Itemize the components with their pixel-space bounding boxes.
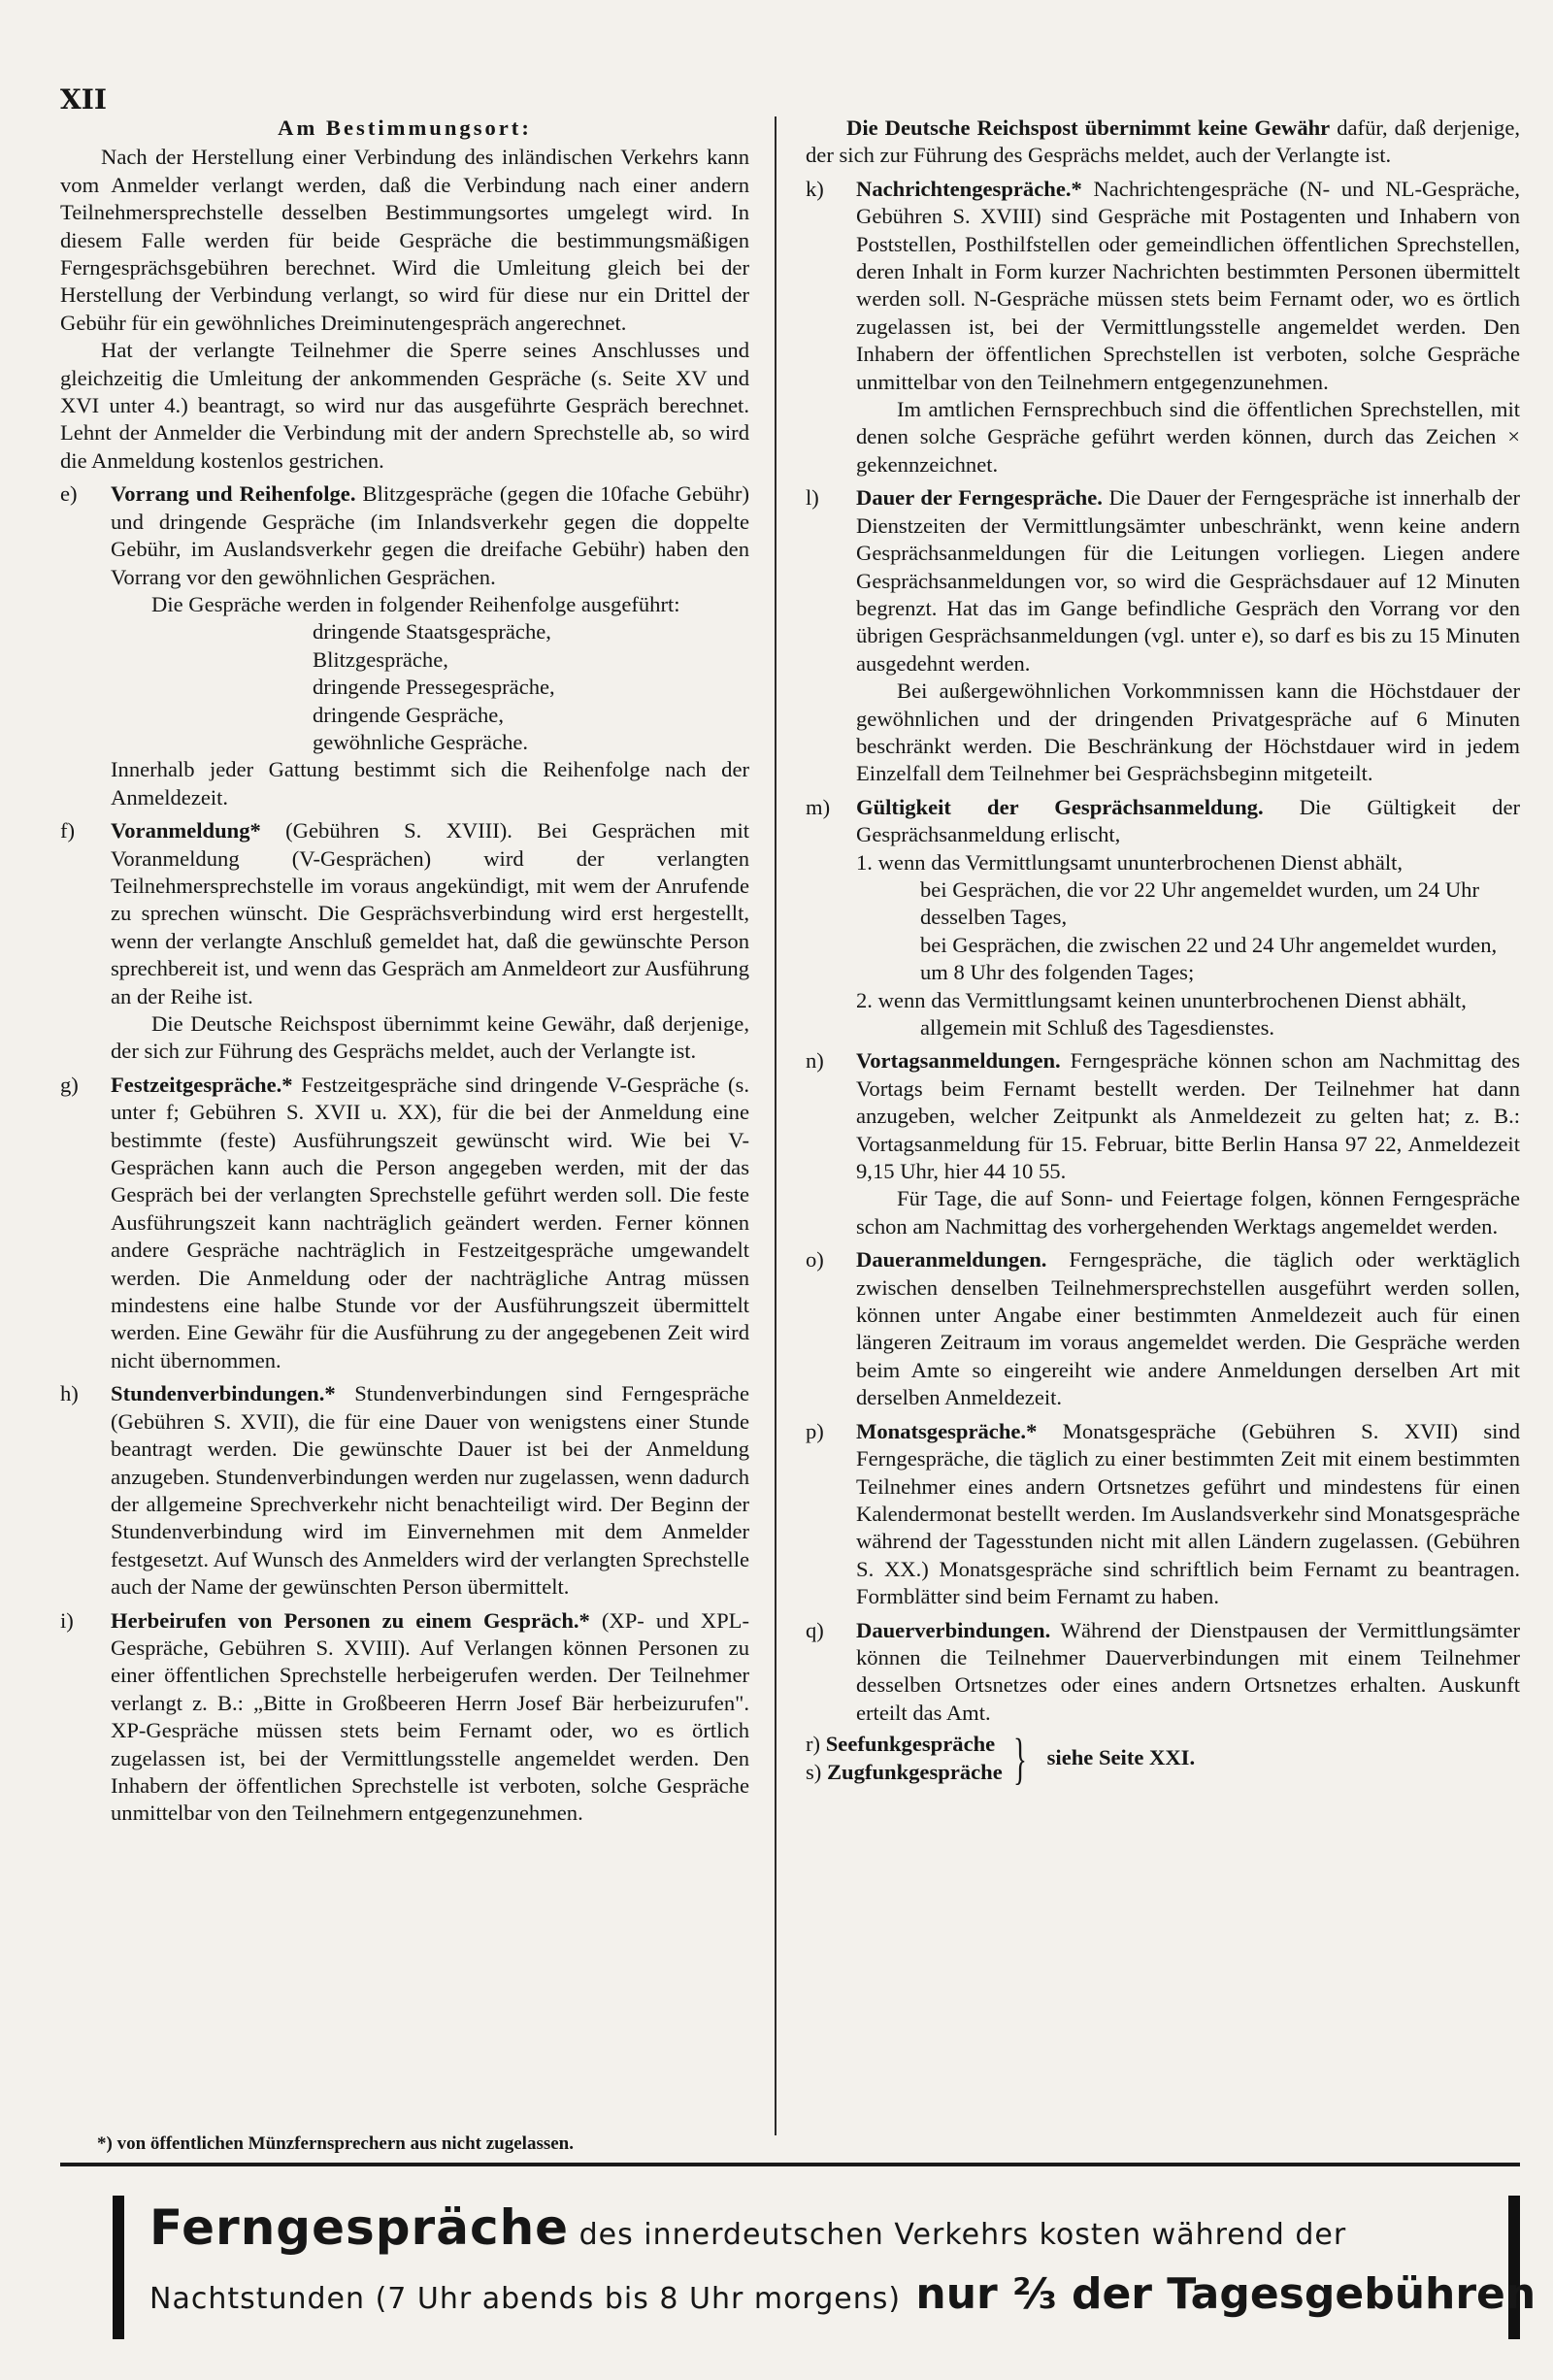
item-label: p) (806, 1418, 824, 1443)
sequence-entry: dringende Staatsgespräche, (313, 619, 551, 645)
item-text: Festzeitgespräche sind dringende V-Gespräche (s. unter f; Gebühren S. XVII u. XX), für die bei der Anmeldung eine bestimmte (feste) Ausführungszeit gewünscht wird. Wie bei V-Gesprächen kann auch die Person angegeben werden, mit der das Gespräch bei der verlangten Sprechstelle geführt werden soll. Die feste Ausführungszeit kann nachträglich geändert werden. Ferner können andere Gespräche nachträglich in Festzeitgespräche umgewandelt werden. Die Anmeldung oder der nachträgliche Antrag müssen mindestens eine halbe Stunde vor der Ausführungszeit übermittelt werden. Eine Gewähr für die Ausführung zu der angegebenen Zeit wird nicht übernommen. (111, 1072, 749, 1372)
item-l (806, 484, 1520, 787)
intro-bold: Die Deutsche Reichspost übernimmt keine Gewähr (846, 116, 1331, 140)
item-text: Die Gültigkeit der Gesprächsanmeldung erlischt, (856, 794, 1520, 847)
sequence-entry: gewöhnliche Gespräche. (313, 729, 529, 754)
item-title: Dauer der Ferngespräche. (856, 485, 1103, 511)
validity-rule: bei Gesprächen, die zwischen 22 und 24 Uhr angemeldet wurden, um 8 Uhr des folgenden Tages; (920, 932, 1498, 985)
item-text: Stundenverbindungen sind Ferngespräche (Gebühren S. XVII), die für eine Dauer von wenigstens einer Stunde beantragt werden. Die gewünschte Dauer ist bei der Anmeldung anzugeben. Stundenverbindungen werden nur zugelassen, wenn dadurch der allgemeine Sprechverkehr nicht benachteiligt wird. Der Beginn der Stundenverbindung wird im Einvernehmen mit dem Anmelder festgesetzt. Auf Wunsch des Anmelders wird der verlangten Sprechstelle auch der Name der gewünschten Person übermittelt. (111, 1381, 749, 1600)
brace-entry-r: r) Seefunkgespräche (806, 1732, 996, 1757)
item-label: o) (806, 1247, 824, 1273)
sequence-entry: dringende Gespräche, (313, 702, 504, 727)
item-text: Ferngespräche, die täglich oder werktäglich zwischen denselben Teilnehmersprechstellen ausgeführt werden sollen, können unter Angabe einer bestimmten Anmeldezeit auch für einen längeren Zeitraum im voraus angemeldet werden. Die Gespräche werden beim Amte so eingereiht wie andere Anmeldungen derselben Art mit derselben Anmeldezeit. (856, 1247, 1520, 1410)
item-m (806, 794, 1520, 1042)
validity-rule: 2. wenn das Vermittlungsamt keinen ununterbrochenen Dienst abhält, (856, 987, 1467, 1012)
brace-entry-s: s) Zugfunkgespräche (806, 1759, 1003, 1784)
item-label: f) (60, 818, 76, 843)
paragraph: Nach der Herstellung einer Verbindung des inländischen Verkehrs kann vom Anmelder verlangt werden, daß die Verbindung nach einer andern Teilnehmersprechstelle desselben Bestimmungsortes umgelegt wird. In diesem Falle werden für beide Gespräche die bestimmungsmäßigen Ferngesprächsgebühren berechnet. Wird die Umleitung gleich bei der Herstellung der Verbindung verlangt, so wird für diese nur ein Drittel der Gebühr für ein gewöhnliches Dreiminutengespräch angerechnet. (60, 145, 749, 335)
item-text: (XP- und XPL-Gespräche, Gebühren S. XVIII). Auf Verlangen können Personen zu einer öffentlichen Sprechstelle herbeigerufen werden. Der Teilnehmer verlangt z. B.: „Bitte in Großbeeren Herrn Josef Bär herbeizurufen". XP-Gespräche müssen stets beim Fernamt oder, wo es örtlich zugelassen ist, bei der Vermittlungsstelle angemeldet werden. Den Inhabern der öffentlichen Sprechstelle ist verboten, solche Gespräche unmittelbar von den Teilnehmern entgegenzunehmen. (111, 1607, 750, 1826)
intro-paragraph (806, 115, 1520, 170)
item-i (60, 1607, 749, 1828)
item-text: Monatsgespräche (Gebühren S. XVII) sind Ferngespräche, die täglich zu einer bestimmten Zeit mit einem bestimmten Teilnehmer eines andern Ortsnetzes geführt und mindestens für einen Kalendermonat bestellt werden. Im Auslandsverkehr sind Monatsgespräche während der Tagesstunden nicht mit allen Ländern zugelassen. (Gebühren S. XX.) Monatsgespräche sind schriftlich beim Fernamt zu beantragen. Formblätter sind beim Fernamt zu haben. (856, 1418, 1520, 1609)
sequence-entry: dringende Pressegespräche, (313, 675, 555, 700)
banner-emphasis: nur ⅔ der Tagesgebühren (901, 2269, 1536, 2319)
section-heading: Am Bestimmungsort: (278, 116, 532, 140)
item-k (806, 176, 1520, 479)
item-label: q) (806, 1617, 824, 1642)
item-label: e) (60, 481, 78, 507)
brace-reference: siehe Seite XXI. (1046, 1745, 1196, 1770)
banner-bar-left (113, 2196, 124, 2339)
item-e (60, 480, 749, 811)
item-text: Die Dauer der Ferngespräche ist innerhalb der Dienstzeiten der Vermittlungsämter unbeschränkt, wenn keine andern Gesprächsanmeldungen für die Leitungen vorliegen. Liegen andere Gesprächsanmeldungen vor, so wird die Gesprächsdauer auf 12 Minuten begrenzt. Hat das im Gange befindliche Gespräch den Vorrang vor den übrigen Gesprächsanmeldungen (vgl. unter e), so darf es bis zu 15 Minuten ausgedehnt werden. (856, 485, 1520, 676)
item-label: n) (806, 1048, 824, 1074)
item-title: Herbeirufen von Personen zu einem Gespräch.* (111, 1607, 590, 1633)
footnote: *) von öffentlichen Münzfernsprechern aus nicht zugelassen. (97, 2133, 574, 2154)
item-q (806, 1617, 1520, 1728)
footnote-rule (60, 2163, 1520, 2166)
left-column (60, 115, 749, 1828)
item-label: h) (60, 1381, 79, 1406)
advert-banner (60, 2196, 1536, 2339)
column-divider (775, 116, 776, 2135)
item-title: Vortagsanmeldungen. (856, 1048, 1061, 1074)
right-brace-icon: } (1012, 1726, 1027, 1790)
item-label: i) (60, 1607, 74, 1633)
item-label: g) (60, 1072, 79, 1097)
item-label: l) (806, 485, 819, 511)
item-label: k) (806, 176, 824, 201)
validity-rule: bei Gesprächen, die vor 22 Uhr angemeldet wurden, um 24 Uhr desselben Tages, (920, 876, 1479, 930)
item-title: Gültigkeit der Gesprächsanmeldung. (856, 794, 1264, 819)
item-extra: Im amtlichen Fernsprechbuch sind die öffentlichen Sprechstellen, mit denen solche Gespräche geführt werden können, durch das Zeichen × gekennzeichnet. (856, 397, 1520, 477)
item-g (60, 1072, 749, 1374)
banner-line-2 (149, 2269, 1536, 2319)
item-f (60, 817, 749, 1066)
item-title: Nachrichtengespräche.* (856, 176, 1082, 201)
item-o (806, 1246, 1520, 1411)
paragraph: Hat der verlangte Teilnehmer die Sperre seines Anschlusses und gleichzeitig die Umleitung der ankommenden Gespräche (s. Seite XV und XVI unter 4.) beantragt, so wird nur das ausgeführte Gespräch berechnet. Lehnt der Anmelder die Verbindung mit der andern Sprechstelle ab, so wird die Anmeldung kostenlos gestrichen. (60, 338, 749, 473)
item-extra: Die Gespräche werden in folgender Reihenfolge ausgeführt: (151, 591, 680, 616)
item-title: Festzeitgespräche.* (111, 1072, 293, 1097)
page-number: XII (60, 83, 107, 116)
item-text: (Gebühren S. XVIII). Bei Gesprächen mit Voranmeldung (V-Gesprächen) wird der verlangten Teilnehmersprechstelle im voraus angekündigt, mit wem der Anrufende zu sprechen wünscht. Die Gesprächsverbindung wird erst hergestellt, wenn der verlangte Anschluß gemeldet hat, daß die gewünschte Person sprechbereit ist, und wenn das Gespräch am Anmeldeort zur Ausführung an der Reihe ist. (111, 818, 749, 1008)
item-text: Während der Dienstpausen der Vermittlungsämter können die Teilnehmer Dauerverbindungen mit einem Teilnehmer desselben Ortsnetzes oder eines andern Ortsnetzes erhalten. Auskunft erteilt das Amt. (856, 1617, 1520, 1725)
item-label: m) (806, 794, 831, 819)
item-after: Innerhalb jeder Gattung bestimmt sich die Reihenfolge nach der Anmeldezeit. (111, 757, 749, 810)
item-text: Nachrichtengespräche (N- und NL-Gespräche, Gebühren S. XVIII) sind Gespräche mit Postagenten und Inhabern von Poststellen, Posthilfstellen oder gemeindlichen öffentlichen Sprechstellen, deren Inhalt in Form kurzer Nachrichten bestimmten Personen übermittelt werden soll. N-Gespräche müssen stets beim Fernamt oder, wo es örtlich zugelassen ist, bei der Vermittlungsstelle angemeldet werden. Den Inhabern der öffentlichen Sprechstellen ist verboten, solche Gespräche unmittelbar von den Teilnehmern entgegenzunehmen. (856, 176, 1520, 394)
banner-text: Nachtstunden (7 Uhr abends bis 8 Uhr morgens) (149, 2282, 902, 2316)
brace-labels (806, 1731, 1003, 1786)
radio-call-references (806, 1726, 1520, 1790)
item-extra: Für Tage, die auf Sonn- und Feiertage folgen, können Ferngespräche schon am Nachmittag des vorhergehenden Werktags angemeldet werden. (856, 1186, 1520, 1239)
item-extra: Bei außergewöhnlichen Vorkommnissen kann die Höchstdauer der gewöhnlichen und der dringenden Privatgespräche auf 6 Minuten beschränkt werden. Die Beschränkung der Höchstdauer wird in jedem Einzelfall dem Teilnehmer bei Gesprächsbeginn mitgeteilt. (856, 678, 1520, 786)
item-title: Dauerverbindungen. (856, 1617, 1051, 1642)
item-h (60, 1380, 749, 1601)
item-p (806, 1418, 1520, 1611)
item-text: Ferngespräche können schon am Nachmittag des Vortags beim Fernamt bestellt werden. Der Teilnehmer hat dann anzugeben, welcher Zeitpunkt als Anmeldezeit zu gelten hat; z. B.: Vortagsanmeldung für 15. Februar, bitte Berlin Hansa 97 22, Anmeldezeit 9,15 Uhr, hier 44 10 55. (856, 1048, 1520, 1184)
validity-rule: allgemein mit Schluß des Tagesdienstes. (920, 1015, 1275, 1040)
item-title: Monatsgespräche.* (856, 1418, 1038, 1443)
banner-text: des innerdeutschen Verkehrs kosten während der (569, 2218, 1347, 2252)
item-title: Stundenverbindungen.* (111, 1381, 336, 1406)
sequence-entry: Blitzgespräche, (313, 646, 448, 672)
item-text: Blitzgespräche (gegen die 10fache Gebühr) und dringende Gespräche (im Inlandsverkehr gegen die doppelte Gebühr, im Auslandsverkehr gegen die dreifache Gebühr) haben den Vorrang vor den gewöhnlichen Gesprächen. (111, 481, 749, 589)
item-title: Voranmeldung* (111, 818, 261, 843)
banner-line-1 (149, 2199, 1346, 2256)
item-title: Daueranmeldungen. (856, 1247, 1047, 1273)
item-n (806, 1047, 1520, 1240)
validity-rule: 1. wenn das Vermittlungsamt ununterbrochenen Dienst abhält, (856, 849, 1404, 875)
priority-sequence (111, 618, 749, 756)
right-column (806, 115, 1521, 1790)
item-title: Vorrang und Reihenfolge. (111, 481, 356, 507)
intro-rest: dafür, daß derjenige, der sich zur Führung des Gesprächs meldet, auch der Verlangte ist. (806, 116, 1521, 168)
banner-headline: Ferngespräche (149, 2199, 570, 2256)
item-extra: Die Deutsche Reichspost übernimmt keine Gewähr, daß derjenige, der sich zur Führung des Gesprächs meldet, auch der Verlangte ist. (111, 1011, 749, 1064)
